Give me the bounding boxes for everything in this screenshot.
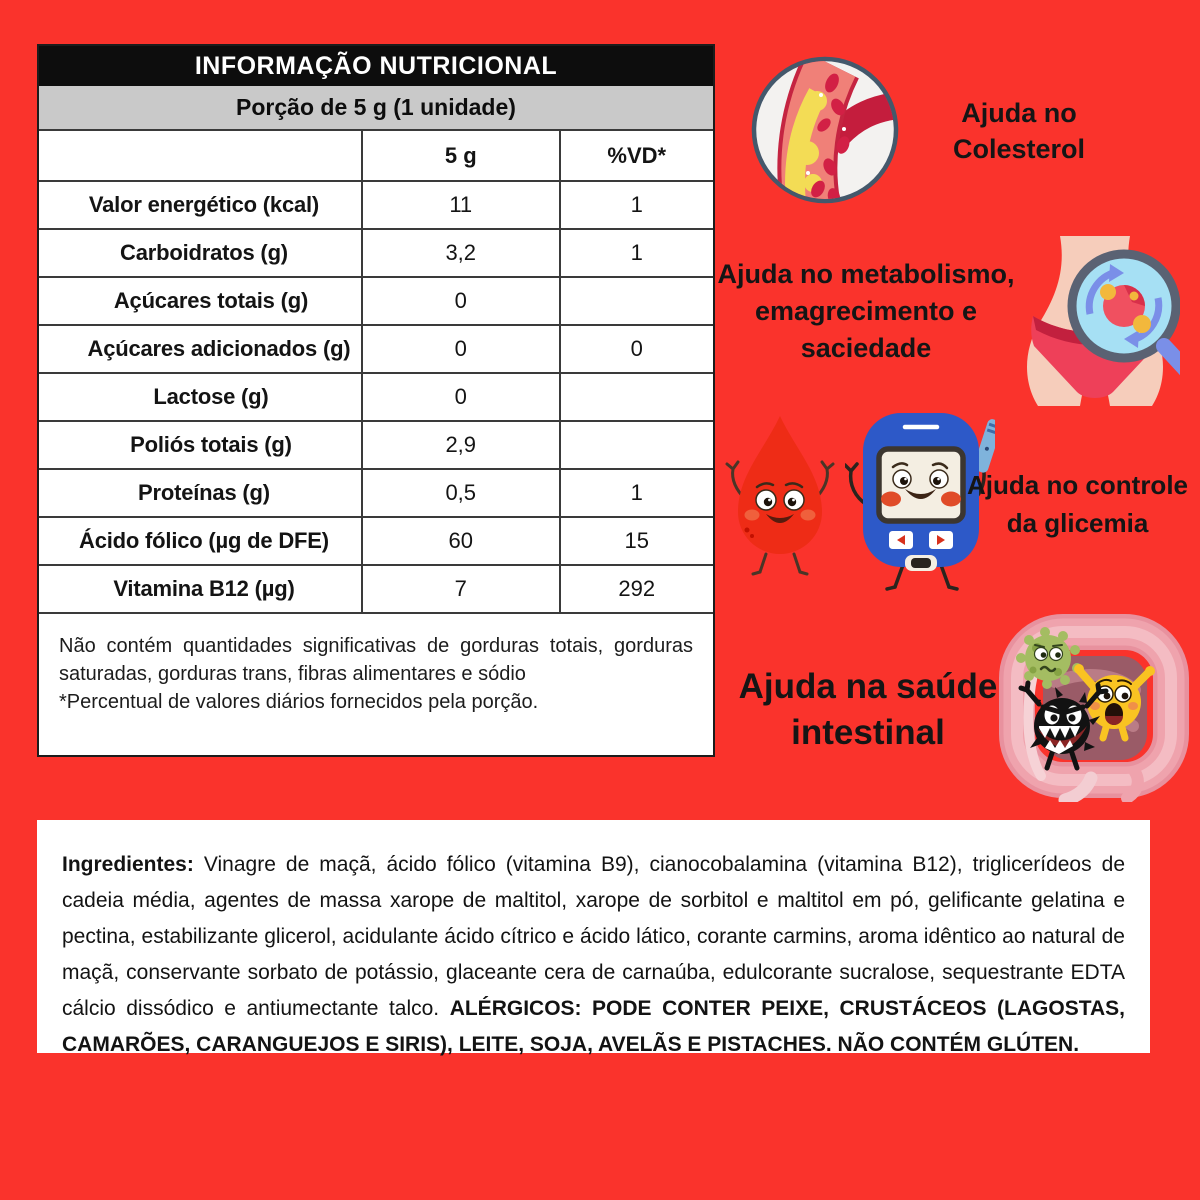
nutrient-label: Lactose (g)	[39, 373, 362, 421]
nutrient-amount: 11	[362, 181, 560, 229]
nutrient-vd: 0	[560, 325, 713, 373]
table-header-row	[39, 131, 713, 181]
nutrient-vd	[560, 373, 713, 421]
nutrient-label: Açúcares totais (g)	[39, 277, 362, 325]
table-footnotes	[39, 614, 713, 716]
daily-values-footnote: *Percentual de valores diários fornecidos pela porção.	[59, 691, 539, 713]
nutrient-amount: 2,9	[362, 421, 560, 469]
table-row	[39, 517, 713, 565]
table-row	[39, 277, 713, 325]
no-significant-amounts-note: Não contém quantidades significativas de gorduras totais, gorduras saturadas, gorduras trans, fibras alimentares e sódio	[59, 635, 693, 685]
waist-metabolism-icon	[1012, 234, 1180, 406]
nutrient-label: Poliós totais (g)	[39, 421, 362, 469]
nutrient-label: Açúcares adicionados (g)	[39, 325, 362, 373]
ingredients-paragraph	[62, 847, 1125, 1063]
artery-cholesterol-icon	[750, 55, 900, 205]
nutrient-label: Vitamina B12 (µg)	[39, 565, 362, 613]
table-row	[39, 469, 713, 517]
portion-size: Porção de 5 g (1 unidade)	[39, 86, 713, 131]
nutrition-table	[39, 131, 713, 614]
nutrient-amount: 0	[362, 277, 560, 325]
nutrient-amount: 60	[362, 517, 560, 565]
allergens-text: ALÉRGICOS: PODE CONTER PEIXE, CRUSTÁCEOS (LAGOSTAS, CAMARÕES, CARANGUEJOS E SIRIS), LEITE, SOJA, AVELÃS E PISTACHES. NÃO CONTÉM GLÚTEN.	[62, 997, 1125, 1056]
nutrition-title: INFORMAÇÃO NUTRICIONAL	[39, 46, 713, 86]
nutrient-amount: 0,5	[362, 469, 560, 517]
table-row	[39, 373, 713, 421]
blood-drop-character-icon	[724, 412, 836, 577]
nutrient-amount: 0	[362, 325, 560, 373]
column-header-amount: 5 g	[362, 131, 560, 181]
nutrient-label: Valor energético (kcal)	[39, 181, 362, 229]
nutrition-facts-panel	[37, 44, 715, 757]
nutrient-vd	[560, 277, 713, 325]
nutrient-amount: 0	[362, 373, 560, 421]
ingredients-panel	[37, 820, 1150, 1056]
nutrient-label: Carboidratos (g)	[39, 229, 362, 277]
nutrient-label: Ácido fólico (µg de DFE)	[39, 517, 362, 565]
table-row	[39, 421, 713, 469]
nutrient-vd	[560, 421, 713, 469]
nutrient-vd: 292	[560, 565, 713, 613]
nutrient-vd: 1	[560, 469, 713, 517]
nutrient-label: Proteínas (g)	[39, 469, 362, 517]
gut-microbes-icon	[995, 612, 1190, 802]
benefit-label-glycemia: Ajuda no controle da glicemia	[967, 470, 1188, 538]
nutrient-vd: 1	[560, 181, 713, 229]
benefit-label-gut-health: Ajuda na saúde intestinal	[738, 667, 998, 752]
table-row	[39, 565, 713, 613]
nutrient-amount: 7	[362, 565, 560, 613]
nutrient-amount: 3,2	[362, 229, 560, 277]
benefit-label-cholesterol: Ajuda no Colesterol	[952, 98, 1086, 164]
column-header-vd: %VD*	[560, 131, 713, 181]
table-row	[39, 181, 713, 229]
ingredients-text: Vinagre de maçã, ácido fólico (vitamina B9), cianocobalamina (vitamina B12), triglicerídeos de cadeia média, agentes de massa xarope de maltitol, xarope de sorbitol e maltitol em pó, gelificante gelatina e pectina, estabilizante glicerol, acidulante ácido cítrico e ácido lático, corante carmins, aroma idêntico ao natural de maçã, conservante sorbato de potássio, glaceante cera de carnaúba, edulcorante sucralose, sequestrante EDTA cálcio dissódico e antiumectante talco.	[62, 853, 1125, 1020]
benefit-label-metabolism: Ajuda no metabolismo, emagrecimento e saciedade	[717, 259, 1015, 363]
nutrient-vd: 15	[560, 517, 713, 565]
table-row	[39, 325, 713, 373]
ingredients-label: Ingredientes:	[62, 853, 194, 876]
nutrient-vd: 1	[560, 229, 713, 277]
column-header-empty	[39, 131, 362, 181]
table-row	[39, 229, 713, 277]
